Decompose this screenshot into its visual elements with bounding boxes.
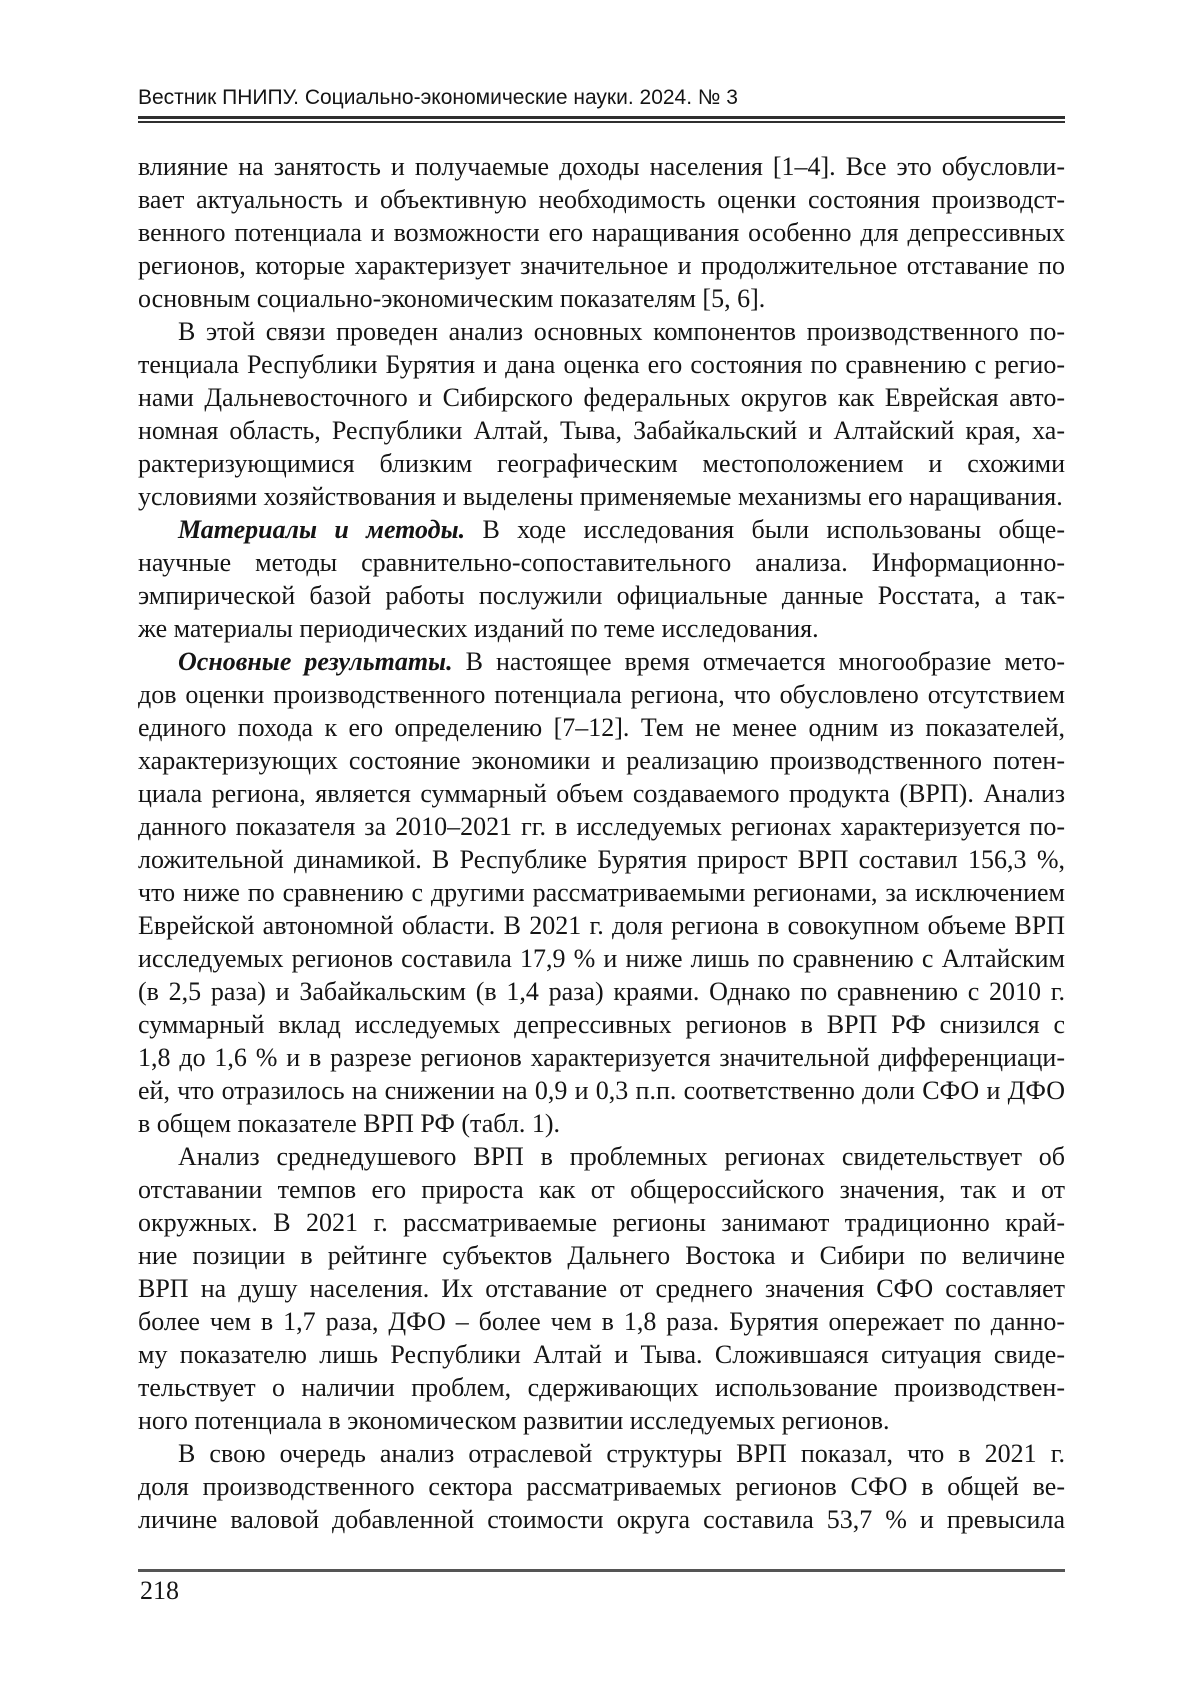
- paragraph: [138, 150, 1065, 315]
- text-line: же материалы периодических изданий по теме исследования.: [138, 614, 819, 643]
- run-in-heading: Материалы и методы.: [178, 515, 466, 544]
- text-line: в общем показателе ВРП РФ (табл. 1).: [138, 1109, 560, 1138]
- text-line: исследуемых регионов составила 17,9 % и ниже лишь по сравнению с Алтайским: [138, 944, 1065, 973]
- text-line: характеризующих состояние экономики и реализацию производственного потен-: [138, 746, 1065, 775]
- text-line: эмпирической базой работы послужили официальные данные Росстата, а так-: [138, 581, 1065, 610]
- text-line: Основные результаты. В настоящее время отмечается многообразие мето-: [178, 647, 1065, 676]
- header-rule: [138, 116, 1065, 123]
- text-line: венного потенциала и возможности его наращивания особенно для депрессивных: [138, 218, 1065, 247]
- text-line: отставании темпов его прироста как от общероссийского значения, так и от: [138, 1175, 1065, 1204]
- text-line: му показателю лишь Республики Алтай и Тыва. Сложившаяся ситуация свиде-: [138, 1340, 1065, 1369]
- text-line: единого похода к его определению [7–12]. Тем не менее одним из показателей,: [138, 713, 1065, 742]
- text-line: личине валовой добавленной стоимости округа составила 53,7 % и превысила: [138, 1505, 1065, 1534]
- paragraph: [138, 645, 1065, 1140]
- text-line: ложительной динамикой. В Республике Бурятия прирост ВРП составил 156,3 %,: [138, 845, 1065, 874]
- text-line: доля производственного сектора рассматриваемых регионов СФО в общей ве-: [138, 1472, 1065, 1501]
- text-line: рактеризующимися близким географическим местоположением и схожими: [138, 449, 1065, 478]
- text-line: 1,8 до 1,6 % и в разрезе регионов характеризуется значительной дифференциаци-: [138, 1043, 1065, 1072]
- body-text: [138, 150, 1065, 1536]
- text-line: Еврейской автономной области. В 2021 г. доля региона в совокупном объеме ВРП: [138, 911, 1065, 940]
- text-line: (в 2,5 раза) и Забайкальским (в 1,4 раза) краями. Однако по сравнению с 2010 г.: [138, 977, 1065, 1006]
- text-line: В этой связи проведен анализ основных компонентов производственного по-: [178, 317, 1065, 346]
- paragraph: [138, 1140, 1065, 1437]
- text-line: влияние на занятость и получаемые доходы населения [1–4]. Все это обусловли-: [138, 152, 1065, 181]
- text-line: научные методы сравнительно-сопоставительного анализа. Информационно-: [138, 548, 1065, 577]
- text-line: суммарный вклад исследуемых депрессивных регионов в ВРП РФ снизился с: [138, 1010, 1065, 1039]
- text-line: регионов, которые характеризует значительное и продолжительное отставание по: [138, 251, 1065, 280]
- page-number: 218: [140, 1576, 179, 1605]
- text-line: ного потенциала в экономическом развитии исследуемых регионов.: [138, 1406, 890, 1435]
- text-line: окружных. В 2021 г. рассматриваемые регионы занимают традиционно край-: [138, 1208, 1065, 1237]
- text-line: более чем в 1,7 раза, ДФО – более чем в 1,8 раза. Бурятия опережает по данно-: [138, 1307, 1065, 1336]
- paragraph: [138, 1437, 1065, 1536]
- text-line: ей, что отразилось на снижении на 0,9 и 0,3 п.п. соответственно доли СФО и ДФО: [138, 1076, 1065, 1105]
- text-line: тельствует о наличии проблем, сдерживающих использование производствен-: [138, 1373, 1065, 1402]
- footer-rule: [138, 1569, 1065, 1572]
- paragraph: [138, 315, 1065, 513]
- text-line: вает актуальность и объективную необходимость оценки состояния производст-: [138, 185, 1065, 214]
- text-line: основным социально-экономическим показателям [5, 6].: [138, 284, 766, 313]
- text-line: ВРП на душу населения. Их отставание от среднего значения СФО составляет: [138, 1274, 1065, 1303]
- text-line: условиями хозяйствования и выделены применяемые механизмы его наращивания.: [138, 482, 1063, 511]
- run-in-heading: Основные результаты.: [178, 647, 453, 676]
- text-line: В свою очередь анализ отраслевой структуры ВРП показал, что в 2021 г.: [178, 1439, 1065, 1468]
- journal-title: Вестник ПНИПУ. Социально-экономические науки. 2024. № 3: [138, 86, 738, 109]
- text-line: нами Дальневосточного и Сибирского федеральных округов как Еврейская авто-: [138, 383, 1065, 412]
- text-line: тенциала Республики Бурятия и дана оценка его состояния по сравнению с регио-: [138, 350, 1065, 379]
- text-line: дов оценки производственного потенциала региона, что обусловлено отсутствием: [138, 680, 1065, 709]
- text-line: данного показателя за 2010–2021 гг. в исследуемых регионах характеризуется по-: [138, 812, 1065, 841]
- text-line: что ниже по сравнению с другими рассматриваемыми регионами, за исключением: [138, 878, 1065, 907]
- text-line: номная область, Республики Алтай, Тыва, Забайкальский и Алтайский края, ха-: [138, 416, 1065, 445]
- text-line: ние позиции в рейтинге субъектов Дальнего Востока и Сибири по величине: [138, 1241, 1065, 1270]
- text-line: Анализ среднедушевого ВРП в проблемных регионах свидетельствует об: [178, 1142, 1065, 1171]
- paragraph: [138, 513, 1065, 645]
- text-line: циала региона, является суммарный объем создаваемого продукта (ВРП). Анализ: [138, 779, 1065, 808]
- text-line: Материалы и методы. В ходе исследования были использованы обще-: [178, 515, 1065, 544]
